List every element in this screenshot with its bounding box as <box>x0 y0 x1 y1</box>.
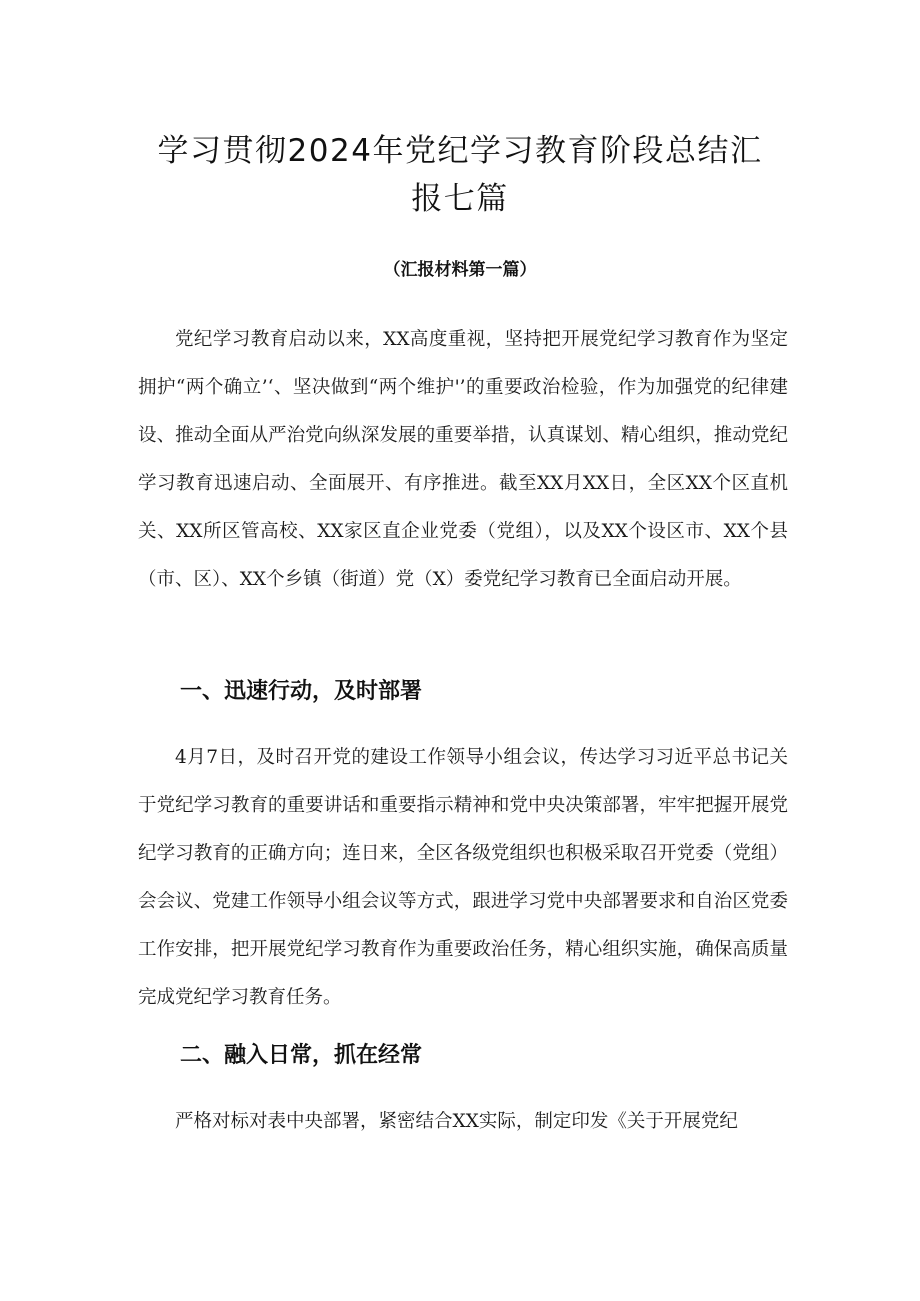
document-title: 学习贯彻2024年党纪学习教育阶段总结汇报七篇 <box>157 132 763 217</box>
body-paragraph-2: 4月7日，及时召开党的建设工作领导小组会议，传达学习习近平总书记关于党纪学习教育的重要讲话和重要指示精神和党中央决策部署，牢牢把握开展党纪学习教育的正确方向；连日来，全区各级党组织也积极采取召开党委（党组）会会议、党建工作领导小组会议等方式，跟进学习党中央部署要求和自治区党委工作安排，把开展党纪学习教育作为重要政治任务，精心组织实施，确保高质量完成党纪学习教育任务。 <box>138 747 788 1008</box>
body-paragraph-1: 党纪学习教育启动以来，XX高度重视，坚持把开展党纪学习教育作为坚定拥护“两个确立’‘、坚决做到“两个维护'’的重要政治检验，作为加强党的纪律建设、推动全面从严治党向纵深发展的重要举措，认真谋划、精心组织，推动党纪学习教育迅速启动、全面展开、有序推进。截至XX月XX日，全区XX个区直机关、XX所区管高校、XX家区直企业党委（党组），以及XX个设区市、XX个县（市、区）、XX个乡镇（街道）党（X）委党纪学习教育已全面启动开展。 <box>138 329 788 590</box>
section-heading-1: 一、迅速行动，及时部署 <box>180 679 423 704</box>
section-heading-2: 二、融入日常，抓在经常 <box>180 1043 423 1068</box>
document-subtitle: （汇报材料第一篇） <box>383 260 537 280</box>
body-paragraph-3: 严格对标对表中央部署，紧密结合XX实际，制定印发《关于开展党纪 <box>175 1111 738 1132</box>
